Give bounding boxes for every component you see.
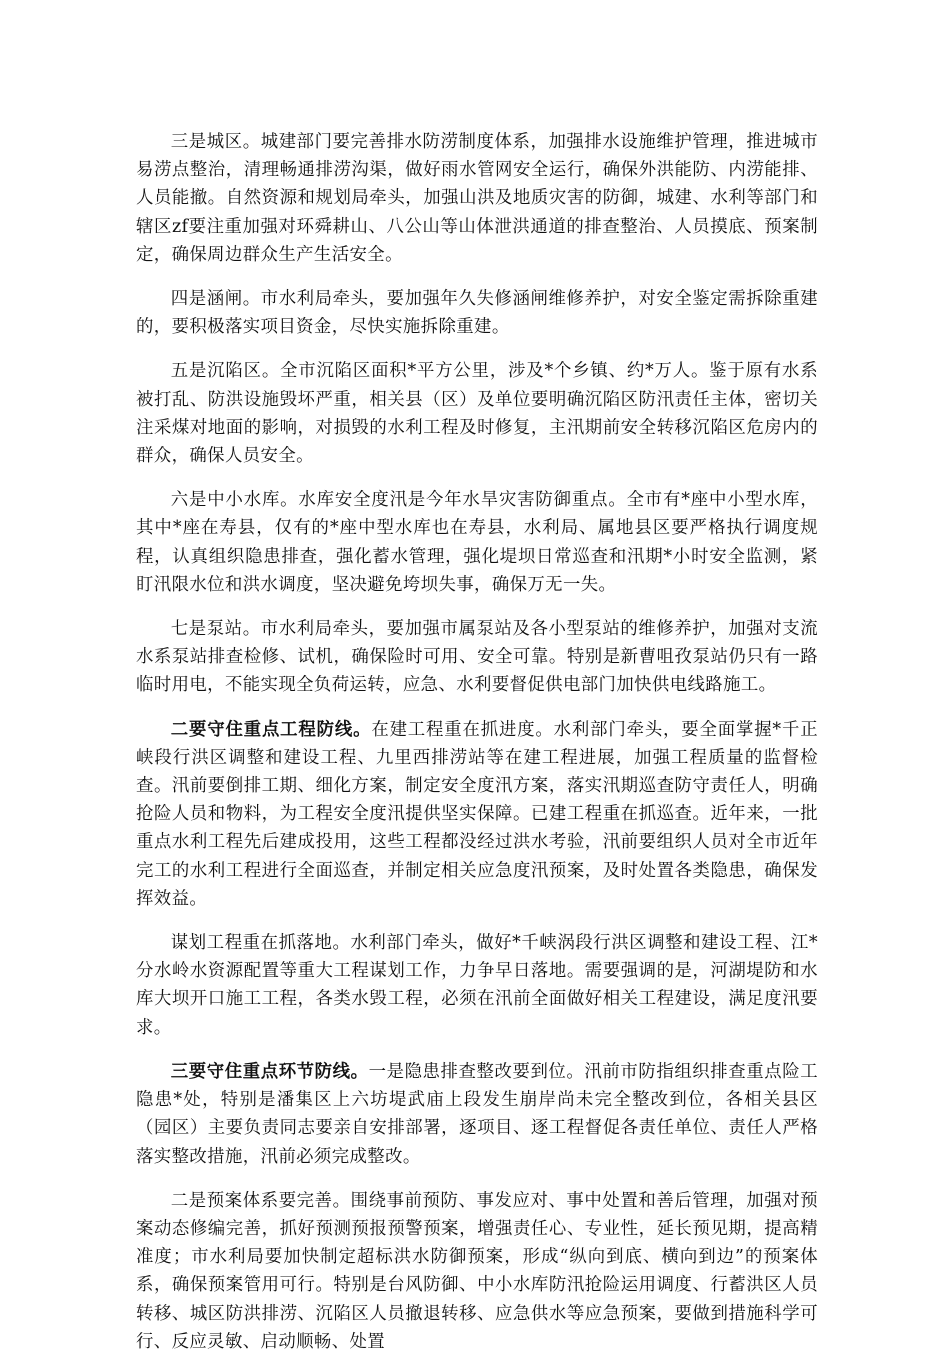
paragraph-reservoirs [136,486,818,599]
paragraph-pump-stations [136,615,818,700]
paragraph-text: 在建工程重在抓进度。水利部门牵头，要全面掌握*千正峡段行洪区调整和建设工程、九里西排涝站等在建工程进展，加强工程质量的监督检查。汛前要倒排工期、细化方案，制定安全度汛方案，落实汛期巡查防守责任人，明确抢险人员和物料，为工程安全度汛提供坚实保障。已建工程重在抓巡查。近年来，一批重点水利工程先后建成投用，这些工程都没经过洪水考验，汛前要组织人员对全市近年完工的水利工程进行全面巡查，并制定相关应急度汛预案，及时处置各类隐患，确保发挥效益。 [136,719,818,909]
paragraph-text: 七是泵站。市水利局牵头，要加强市属泵站及各小型泵站的维修养护，加强对支流水系泵站排查检修、试机，确保险时可用、安全可靠。特别是新曹咀孜泵站仍只有一路临时用电，不能实现全负荷运转，应急、水利要督促供电部门加快供电线路施工。 [136,619,818,696]
paragraph-culverts-sluices [136,285,818,341]
paragraph-text: 二是预案体系要完善。围绕事前预防、事发应对、事中处置和善后管理，加强对预案动态修编完善，抓好预测预报预警预案，增强责任心、专业性，延长预见期，提高精准度；市水利局要加快制定超标洪水防御预案，形成“纵向到底、横向到边”的预案体系，确保预案管用可行。特别是台风防御、中小水库防汛抢险运用调度、行蓄洪区人员转移、城区防洪排涝、沉陷区人员撤退转移、应急供水等应急预案，要做到措施科学可行、反应灵敏、启动顺畅、处置 [136,1190,818,1352]
paragraph-planned-projects [136,929,818,1042]
paragraph-text: 五是沉陷区。全市沉陷区面积*平方公里，涉及*个乡镇、约*万人。鉴于原有水系被打乱、防洪设施毁坏严重，相关县（区）及单位要明确沉陷区防汛责任主体，密切关注采煤对地面的影响，对损毁的水利工程及时修复，主汛期前安全转移沉陷区危房内的群众，确保人员安全。 [136,361,818,467]
paragraph-text: 一是隐患排查整改要到位。汛前市防指组织排查重点险工隐患*处，特别是潘集区上六坊堤武庙上段发生崩岸尚未完全整改到位，各相关县区（园区）主要负责同志要亲自安排部署，逐项目、逐工程督促各责任单位、责任人严格落实整改措施，汛前必须完成整改。 [136,1061,818,1167]
paragraph-urban-area [136,128,818,269]
paragraph-text: 四是涵闸。市水利局牵头，要加强年久失修涵闸维修养护，对安全鉴定需拆除重建的，要积极落实项目资金，尽快实施拆除重建。 [136,289,818,338]
paragraph-key-links [136,1058,818,1171]
paragraph-key-projects [136,716,818,913]
paragraph-subsidence-area [136,357,818,470]
paragraph-text: 三是城区。城建部门要完善排水防涝制度体系，加强排水设施维护管理，推进城市易涝点整治，清理畅通排涝沟渠，做好雨水管网安全运行，确保外洪能防、内涝能排、人员能撤。自然资源和规划局牵头，加强山洪及地质灾害的防御，城建、水利等部门和辖区zf要注重加强对环舜耕山、八公山等山体泄洪通道的排查整治、人员摸底、预案制定，确保周边群众生产生活安全。 [136,132,818,265]
paragraph-contingency-plans [136,1187,818,1356]
paragraph-text: 六是中小水库。水库安全度汛是今年水旱灾害防御重点。全市有*座中小型水库，其中*座在寿县，仅有的*座中型水库也在寿县，水利局、属地县区要严格执行调度规程，认真组织隐患排查，强化蓄水管理，强化堤坝日常巡查和汛期*小时安全监测，紧盯汛限水位和洪水调度，坚决避免垮坝失事，确保万无一失。 [136,490,818,595]
paragraph-text: 谋划工程重在抓落地。水利部门牵头，做好*千峡涡段行洪区调整和建设工程、江*分水岭水资源配置等重大工程谋划工作，力争早日落地。需要强调的是，河湖堤防和水库大坝开口施工工程，各类水毁工程，必须在汛前全面做好相关工程建设，满足度汛要求。 [136,933,818,1038]
paragraph-lead-heading: 三要守住重点环节防线。 [170,1061,369,1082]
paragraph-lead-heading: 二要守住重点工程防线。 [170,719,372,740]
